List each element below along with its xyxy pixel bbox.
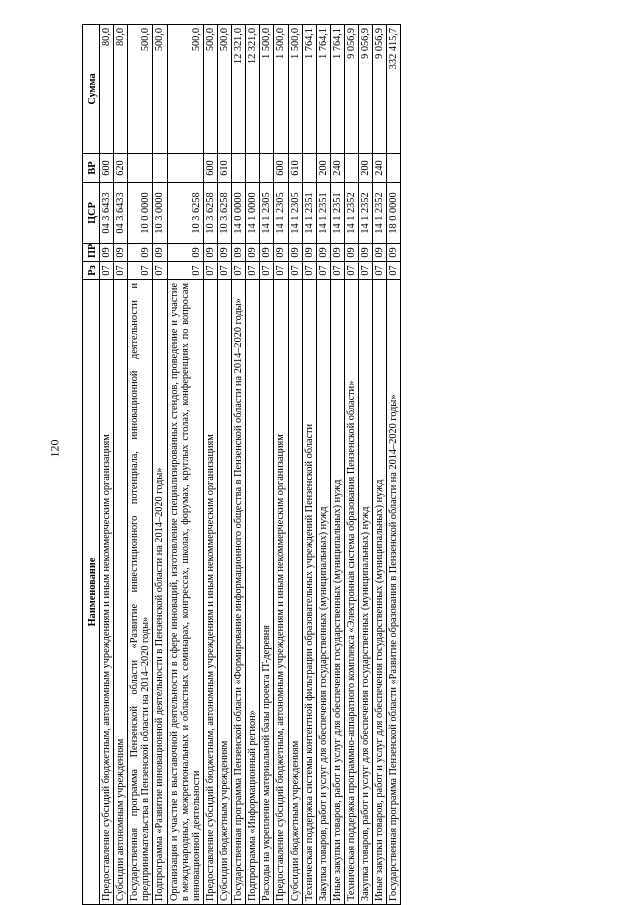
cell-sum: 80,0 (100, 25, 114, 154)
cell-name: Предоставление субсидий бюджетным, автономным учреждениям и иным некоммерческим организациям (274, 280, 288, 905)
table-row (373, 25, 387, 905)
table-row (128, 25, 153, 905)
table-row (167, 25, 203, 905)
cell-rz: 07 (153, 262, 167, 280)
cell-rz: 07 (330, 262, 344, 280)
cell-name: Субсидии автономным учреждениям (114, 280, 128, 905)
table-row (387, 25, 401, 905)
rotated-table-frame (82, 25, 401, 905)
cell-csr: 18 0 0000 (387, 183, 401, 244)
cell-rz: 07 (359, 262, 373, 280)
cell-pr: 09 (359, 244, 373, 262)
cell-pr: 09 (114, 244, 128, 262)
cell-rz: 07 (387, 262, 401, 280)
cell-csr: 14 1 2351 (302, 183, 316, 244)
table-row (274, 25, 288, 905)
cell-csr: 14 1 2305 (260, 183, 274, 244)
table-row (246, 25, 260, 905)
budget-table (82, 24, 401, 905)
cell-rz: 07 (373, 262, 387, 280)
table-row (217, 25, 231, 905)
cell-pr: 09 (288, 244, 302, 262)
cell-vr: 610 (217, 154, 231, 183)
cell-rz: 07 (114, 262, 128, 280)
cell-sum: 1 500,0 (260, 25, 274, 154)
page-number: 120 (47, 439, 62, 458)
cell-csr: 04 3 6433 (100, 183, 114, 244)
cell-sum: 1 500,0 (274, 25, 288, 154)
cell-pr: 09 (232, 244, 246, 262)
cell-rz: 07 (288, 262, 302, 280)
cell-pr: 09 (167, 244, 203, 262)
cell-rz: 07 (316, 262, 330, 280)
cell-vr: 620 (114, 154, 128, 183)
table-row (359, 25, 373, 905)
cell-sum: 1 764,1 (316, 25, 330, 154)
cell-rz: 07 (217, 262, 231, 280)
cell-csr: 14 1 2352 (373, 183, 387, 244)
cell-csr: 14 1 2351 (330, 183, 344, 244)
cell-pr: 09 (203, 244, 217, 262)
cell-rz: 07 (260, 262, 274, 280)
cell-vr: 600 (203, 154, 217, 183)
cell-vr (344, 154, 358, 183)
cell-rz: 07 (246, 262, 260, 280)
cell-csr: 10 3 6258 (167, 183, 203, 244)
cell-pr: 09 (246, 244, 260, 262)
cell-name: Субсидии бюджетным учреждениям (217, 280, 231, 905)
header-pr: ПР (83, 244, 100, 262)
cell-sum: 500,0 (153, 25, 167, 154)
cell-sum: 12 321,0 (246, 25, 260, 154)
cell-sum: 1 764,1 (302, 25, 316, 154)
header-name: Наименование (83, 280, 100, 905)
cell-name: Подпрограмма «Информационный регион» (246, 280, 260, 905)
cell-csr: 14 1 2351 (316, 183, 330, 244)
table-row (316, 25, 330, 905)
cell-csr: 10 3 6258 (217, 183, 231, 244)
cell-name: Закупка товаров, работ и услуг для обеспечения государственных (муниципальных) нужд (316, 280, 330, 905)
cell-name: Закупка товаров, работ и услуг для обеспечения государственных (муниципальных) нужд (359, 280, 373, 905)
cell-vr: 610 (288, 154, 302, 183)
cell-pr: 09 (316, 244, 330, 262)
cell-vr (302, 154, 316, 183)
cell-pr: 09 (128, 244, 153, 262)
cell-sum: 500,0 (203, 25, 217, 154)
table-row (302, 25, 316, 905)
cell-sum: 500,0 (167, 25, 203, 154)
cell-rz: 07 (167, 262, 203, 280)
cell-name: Государственная программа Пензенской области «Формирование информационного общества в Пензенской области на 2014–2020 годы» (232, 280, 246, 905)
cell-csr: 14 1 0000 (246, 183, 260, 244)
cell-csr: 10 0 0000 (128, 183, 153, 244)
cell-pr: 09 (344, 244, 358, 262)
table-row (344, 25, 358, 905)
header-sum: Сумма (83, 25, 100, 154)
cell-rz: 07 (232, 262, 246, 280)
cell-pr: 09 (373, 244, 387, 262)
cell-rz: 07 (302, 262, 316, 280)
cell-csr: 14 1 2305 (274, 183, 288, 244)
cell-vr (167, 154, 203, 183)
cell-csr: 14 1 2352 (344, 183, 358, 244)
table-row (260, 25, 274, 905)
cell-name: Подпрограмма «Развитие инновационной деятельности в Пензенской области на 2014–2020 годы» (153, 280, 167, 905)
header-vr: ВР (83, 154, 100, 183)
table-body (100, 25, 401, 905)
cell-name: Предоставление субсидий бюджетным, автономным учреждениям и иным некоммерческим организациям (100, 280, 114, 905)
cell-name: Предоставление субсидий бюджетным, автономным учреждениям и иным некоммерческим организациям (203, 280, 217, 905)
table-row (114, 25, 128, 905)
cell-vr (128, 154, 153, 183)
cell-pr: 09 (274, 244, 288, 262)
cell-rz: 07 (100, 262, 114, 280)
cell-name: Иные закупки товаров, работ и услуг для обеспечения государственных (муниципальных) нужд (330, 280, 344, 905)
cell-vr: 600 (100, 154, 114, 183)
cell-sum: 1 764,1 (330, 25, 344, 154)
header-rz: Рз (83, 262, 100, 280)
table-row (100, 25, 114, 905)
cell-sum: 500,0 (217, 25, 231, 154)
cell-csr: 14 0 0000 (232, 183, 246, 244)
cell-rz: 07 (274, 262, 288, 280)
table-header-row (83, 25, 100, 905)
cell-name: Расходы на укрепление материальной базы проекта IT-деревня (260, 280, 274, 905)
cell-pr: 09 (302, 244, 316, 262)
cell-sum: 9 056,9 (359, 25, 373, 154)
table-row (288, 25, 302, 905)
cell-rz: 07 (203, 262, 217, 280)
cell-csr: 04 3 6433 (114, 183, 128, 244)
cell-pr: 09 (330, 244, 344, 262)
table-row (203, 25, 217, 905)
cell-name: Организация и участие в выставочной деятельности в сфере инноваций, изготовление специализированных стендов, проведение и участие в международных, межрегиональных и областных семинарах, конгрессах, школах, форумах, круглых столах, конференциях по вопросам инновационной деятельности (167, 280, 203, 905)
cell-sum: 9 056,9 (344, 25, 358, 154)
cell-vr: 600 (274, 154, 288, 183)
cell-vr: 240 (373, 154, 387, 183)
cell-pr: 09 (217, 244, 231, 262)
cell-sum: 332 415,7 (387, 25, 401, 154)
cell-vr: 200 (316, 154, 330, 183)
cell-pr: 09 (153, 244, 167, 262)
cell-vr (232, 154, 246, 183)
cell-vr (387, 154, 401, 183)
table-row (330, 25, 344, 905)
cell-csr: 14 1 2305 (288, 183, 302, 244)
cell-sum: 1 500,0 (288, 25, 302, 154)
cell-pr: 09 (387, 244, 401, 262)
budget-table-container (82, 25, 640, 901)
cell-name: Техническая поддержка системы контентной фильтрации образовательных учреждений Пензенской области (302, 280, 316, 905)
table-row (232, 25, 246, 905)
cell-pr: 09 (260, 244, 274, 262)
table-row (153, 25, 167, 905)
header-csr: ЦСР (83, 183, 100, 244)
cell-vr: 200 (359, 154, 373, 183)
cell-vr: 240 (330, 154, 344, 183)
cell-name: Иные закупки товаров, работ и услуг для обеспечения государственных (муниципальных) нужд (373, 280, 387, 905)
cell-vr (260, 154, 274, 183)
cell-name: Государственная программа Пензенской области «Развитие образования в Пензенской области на 2014–2020 годы» (387, 280, 401, 905)
cell-rz: 07 (344, 262, 358, 280)
cell-pr: 09 (100, 244, 114, 262)
cell-csr: 10 3 6258 (203, 183, 217, 244)
cell-sum: 9 056,9 (373, 25, 387, 154)
cell-vr (246, 154, 260, 183)
cell-name: Государственная программа Пензенской области «Развитие инвестиционного потенциала, инновационной деятельности и предпринимательства в Пензенской области на 2014–2020 годы» (128, 280, 153, 905)
cell-vr (153, 154, 167, 183)
cell-name: Субсидии бюджетным учреждениям (288, 280, 302, 905)
cell-csr: 14 1 2352 (359, 183, 373, 244)
cell-sum: 80,0 (114, 25, 128, 154)
cell-sum: 500,0 (128, 25, 153, 154)
cell-csr: 10 3 0000 (153, 183, 167, 244)
cell-sum: 12 321,0 (232, 25, 246, 154)
cell-rz: 07 (128, 262, 153, 280)
cell-name: Техническая поддержка программно-аппаратного комплекса «Электронная система образования Пензенской области» (344, 280, 358, 905)
